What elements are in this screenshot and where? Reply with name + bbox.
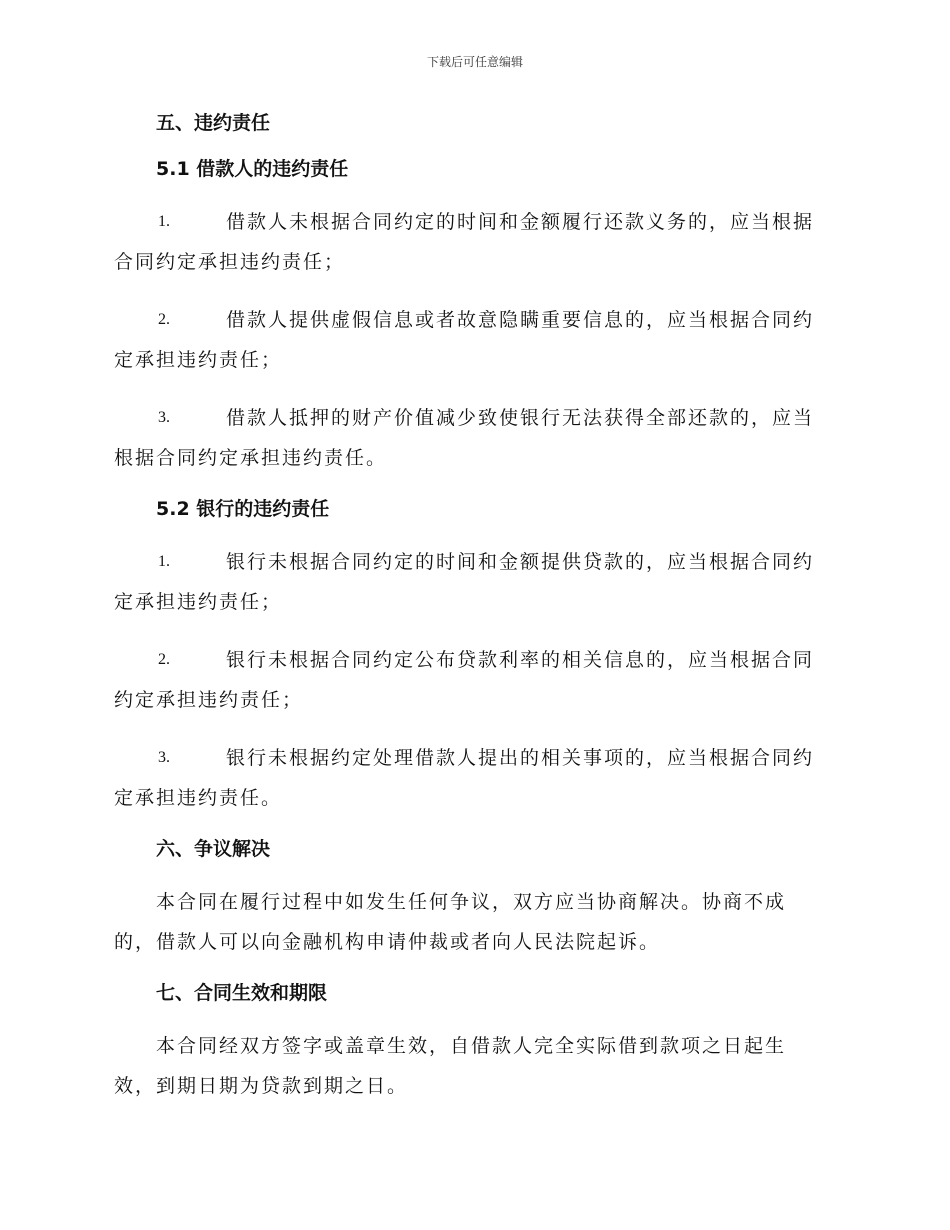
section-6-title: 六、争议解决	[156, 838, 271, 860]
list-item	[114, 738, 834, 818]
section-5-2-title: 5.2 银行的违约责任	[156, 498, 330, 520]
section-6-paragraph	[114, 882, 834, 962]
list-item-text-continued: 定承担违约责任。	[114, 787, 283, 809]
section-7-title: 七、合同生效和期限	[156, 982, 328, 1004]
list-item-number: 3.	[158, 409, 170, 426]
list-item	[114, 398, 834, 478]
section-5-1-title: 5.1 借款人的违约责任	[156, 158, 349, 180]
list-item	[114, 300, 834, 380]
list-item	[114, 640, 834, 720]
list-item-text: 借款人抵押的财产价值减少致使银行无法获得全部还款的，应当	[226, 407, 815, 429]
list-item-text: 银行未根据约定处理借款人提出的相关事项的，应当根据合同约	[226, 747, 815, 769]
list-item	[114, 542, 834, 622]
list-item-text-continued: 定承担违约责任；	[114, 349, 283, 371]
list-item-number: 2.	[158, 311, 170, 328]
page-header: 下载后可任意编辑	[426, 55, 523, 69]
paragraph-line: 本合同经双方签字或盖章生效，自借款人完全实际借到款项之日起生	[156, 1035, 787, 1057]
list-item-text-continued: 合同约定承担违约责任；	[114, 251, 346, 273]
list-item-text: 借款人提供虚假信息或者故意隐瞒重要信息的，应当根据合同约	[226, 309, 815, 331]
section-5-title: 五、违约责任	[156, 112, 271, 134]
list-item-number: 3.	[158, 749, 170, 766]
list-item-text: 银行未根据合同约定的时间和金额提供贷款的，应当根据合同约	[226, 551, 815, 573]
list-item-text: 借款人未根据合同约定的时间和金额履行还款义务的，应当根据	[226, 211, 815, 233]
list-item-number: 1.	[158, 553, 170, 570]
paragraph-line: 效，到期日期为贷款到期之日。	[114, 1075, 409, 1097]
list-item	[114, 202, 834, 282]
list-item-text-continued: 定承担违约责任；	[114, 591, 283, 613]
list-item-number: 1.	[158, 213, 170, 230]
list-item-text-continued: 根据合同约定承担违约责任。	[114, 447, 388, 469]
paragraph-line: 本合同在履行过程中如发生任何争议，双方应当协商解决。协商不成	[156, 891, 787, 913]
list-item-text: 银行未根据合同约定公布贷款利率的相关信息的，应当根据合同	[226, 649, 815, 671]
section-7-paragraph	[114, 1026, 834, 1106]
list-item-number: 2.	[158, 651, 170, 668]
paragraph-line: 的，借款人可以向金融机构申请仲裁或者向人民法院起诉。	[114, 931, 661, 953]
document-body	[114, 110, 834, 1124]
list-item-text-continued: 约定承担违约责任；	[114, 689, 304, 711]
